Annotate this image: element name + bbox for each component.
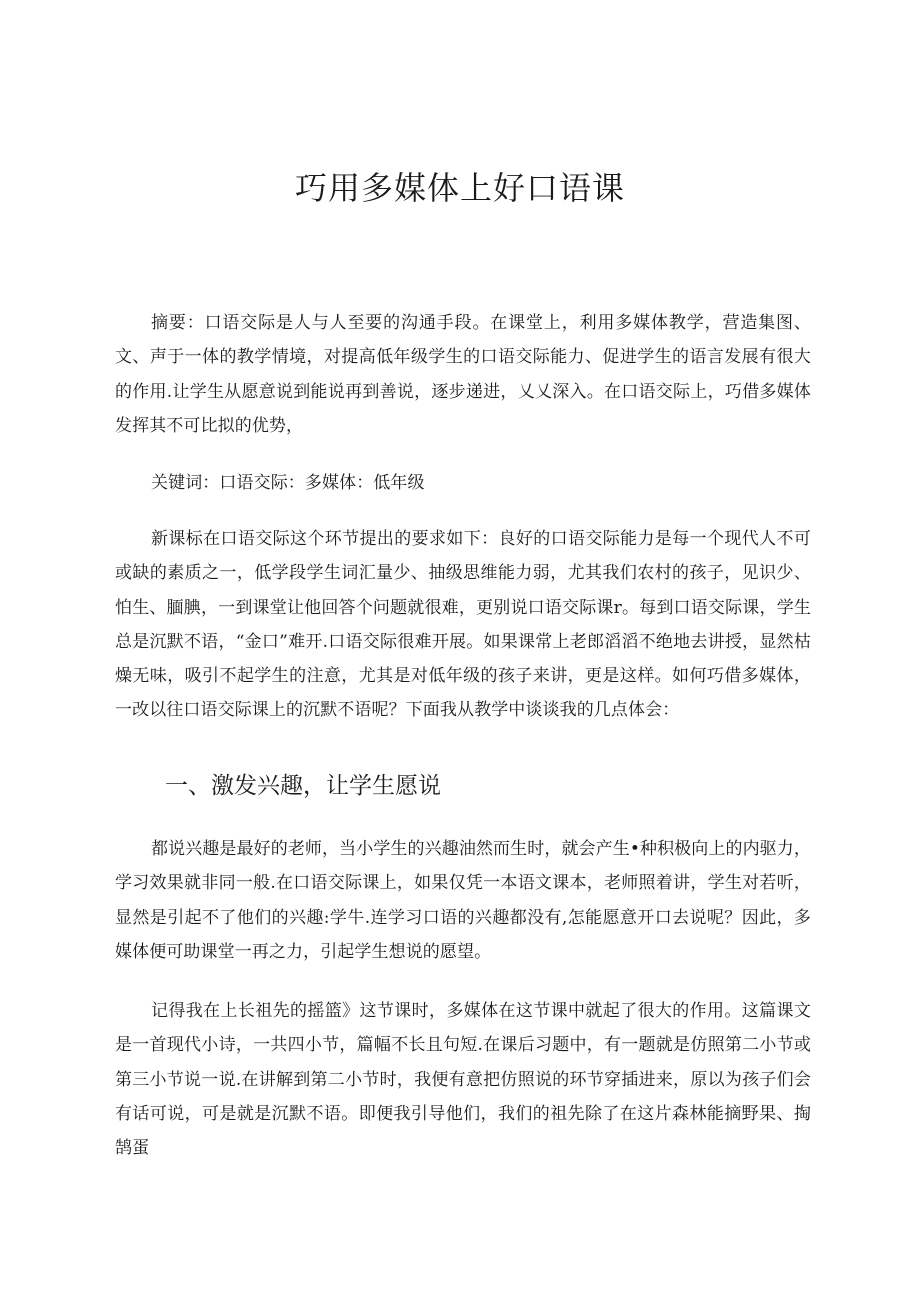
document-title: 巧用多媒体上好口语课 <box>294 169 625 207</box>
section1-paragraph-2: 记得我在上长祖先的摇篮》这节课时，多媒体在这节课中就起了很大的作用。这篇课文是一首现代小诗，一共四小节，篇幅不长且句短.在课后习题中，有一题就是仿照第二小节或第三小节说一说.在讲解到第二小节时，我便有意把仿照说的环节穿插进来，原以为孩子们会有话可说，可是就是沉默不语。即便我引导他们，我们的祖先除了在这片森林能摘野果、掏鹄蛋 <box>115 1001 811 1159</box>
section1-paragraph-1: 都说兴趣是最好的老师，当小学生的兴趣油然而生时，就会产生•种积极向上的内驱力，学习效果就非同一般.在口语交际课上，如果仅凭一本语文课本，老师照着讲，学生对若听，显然是引起不了他们的兴趣:学牛.连学习口语的兴趣都没有,怎能愿意开口去说呢？因此，多媒体便可助课堂一再之力，引起学生想说的愿望。 <box>115 839 811 962</box>
intro-paragraph: 新课标在口语交际这个环节提出的要求如下：良好的口语交际能力是每一个现代人不可或缺的素质之一，低学段学生词汇量少、抽级思维能力弱，尤其我们农村的孩子，见识少、怕生、腼腆，一到课堂让他回答个问题就很难，更别说口语交际课r。每到口语交际课，学生总是沉默不语，“金口”难开.口语交际很难开展。如果课常上老郎滔滔不绝地去讲授，显然枯燥无味，吸引不起学生的注意，尤其是对低年级的孩子来讲，更是这样。如何巧借多媒体，一改以往口语交际课上的沉默不语呢？下面我从教学中谈谈我的几点体会： <box>115 529 811 721</box>
keywords-paragraph: 关键词：口语交际：多媒体：低年级 <box>151 473 425 493</box>
section-heading-1: 一、激发兴趣，让学生愿说 <box>165 773 441 799</box>
abstract-paragraph: 摘要：口语交际是人与人至要的沟通手段。在课堂上，利用多媒体教学，营造集图、文、声于一体的教学情境，对提高低年级学生的口语交际能力、促进学生的语言发展有很大的作用.让学生从愿意说到能说再到善说，逐步递进，乂乂深入。在口语交际上，巧借多媒体发挥其不可比拟的优势， <box>115 313 811 436</box>
